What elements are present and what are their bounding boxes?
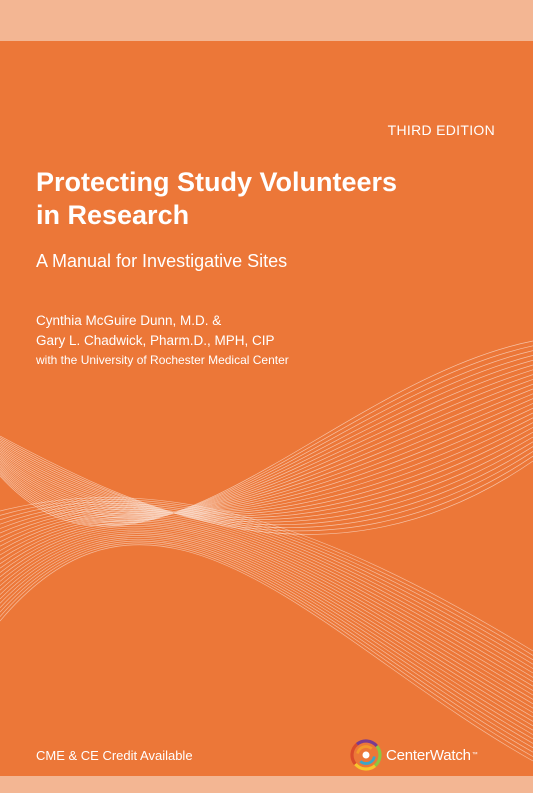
book-title — [36, 166, 506, 232]
trademark-mark: ™ — [471, 752, 478, 758]
wave-line — [0, 532, 533, 730]
wave-line — [0, 413, 533, 513]
wave-line — [0, 503, 533, 664]
publisher-name: CenterWatch — [386, 746, 471, 764]
credit-note: CME & CE Credit Available — [36, 748, 193, 763]
author-line-1: Cynthia McGuire Dunn, M.D. & — [36, 313, 222, 328]
author-line-2: Gary L. Chadwick, Pharm.D., MPH, CIP — [36, 333, 275, 348]
wave-line — [0, 530, 533, 726]
centerwatch-swirl-logo-icon — [350, 739, 382, 771]
affiliation-line: with the University of Rochester Medical Center — [36, 353, 289, 367]
wave-line — [0, 543, 533, 757]
title-line-1: Protecting Study Volunteers — [36, 167, 398, 197]
wave-line — [0, 535, 533, 739]
wave-line — [0, 511, 533, 682]
wave-line — [0, 545, 533, 761]
edition-label: THIRD EDITION — [387, 122, 495, 138]
wave-line — [0, 509, 533, 677]
wave-line — [0, 346, 533, 525]
wave-line — [0, 498, 533, 651]
publisher-brand — [350, 738, 478, 772]
wave-lines-decoration — [0, 41, 533, 776]
book-subtitle: A Manual for Investigative Sites — [36, 251, 288, 271]
wave-line — [0, 399, 533, 514]
wave-line — [0, 534, 533, 735]
authors-block — [36, 311, 289, 369]
top-band — [0, 0, 533, 41]
bottom-band — [0, 776, 533, 793]
wave-line — [0, 365, 533, 519]
title-line-2: in Research — [36, 200, 190, 230]
